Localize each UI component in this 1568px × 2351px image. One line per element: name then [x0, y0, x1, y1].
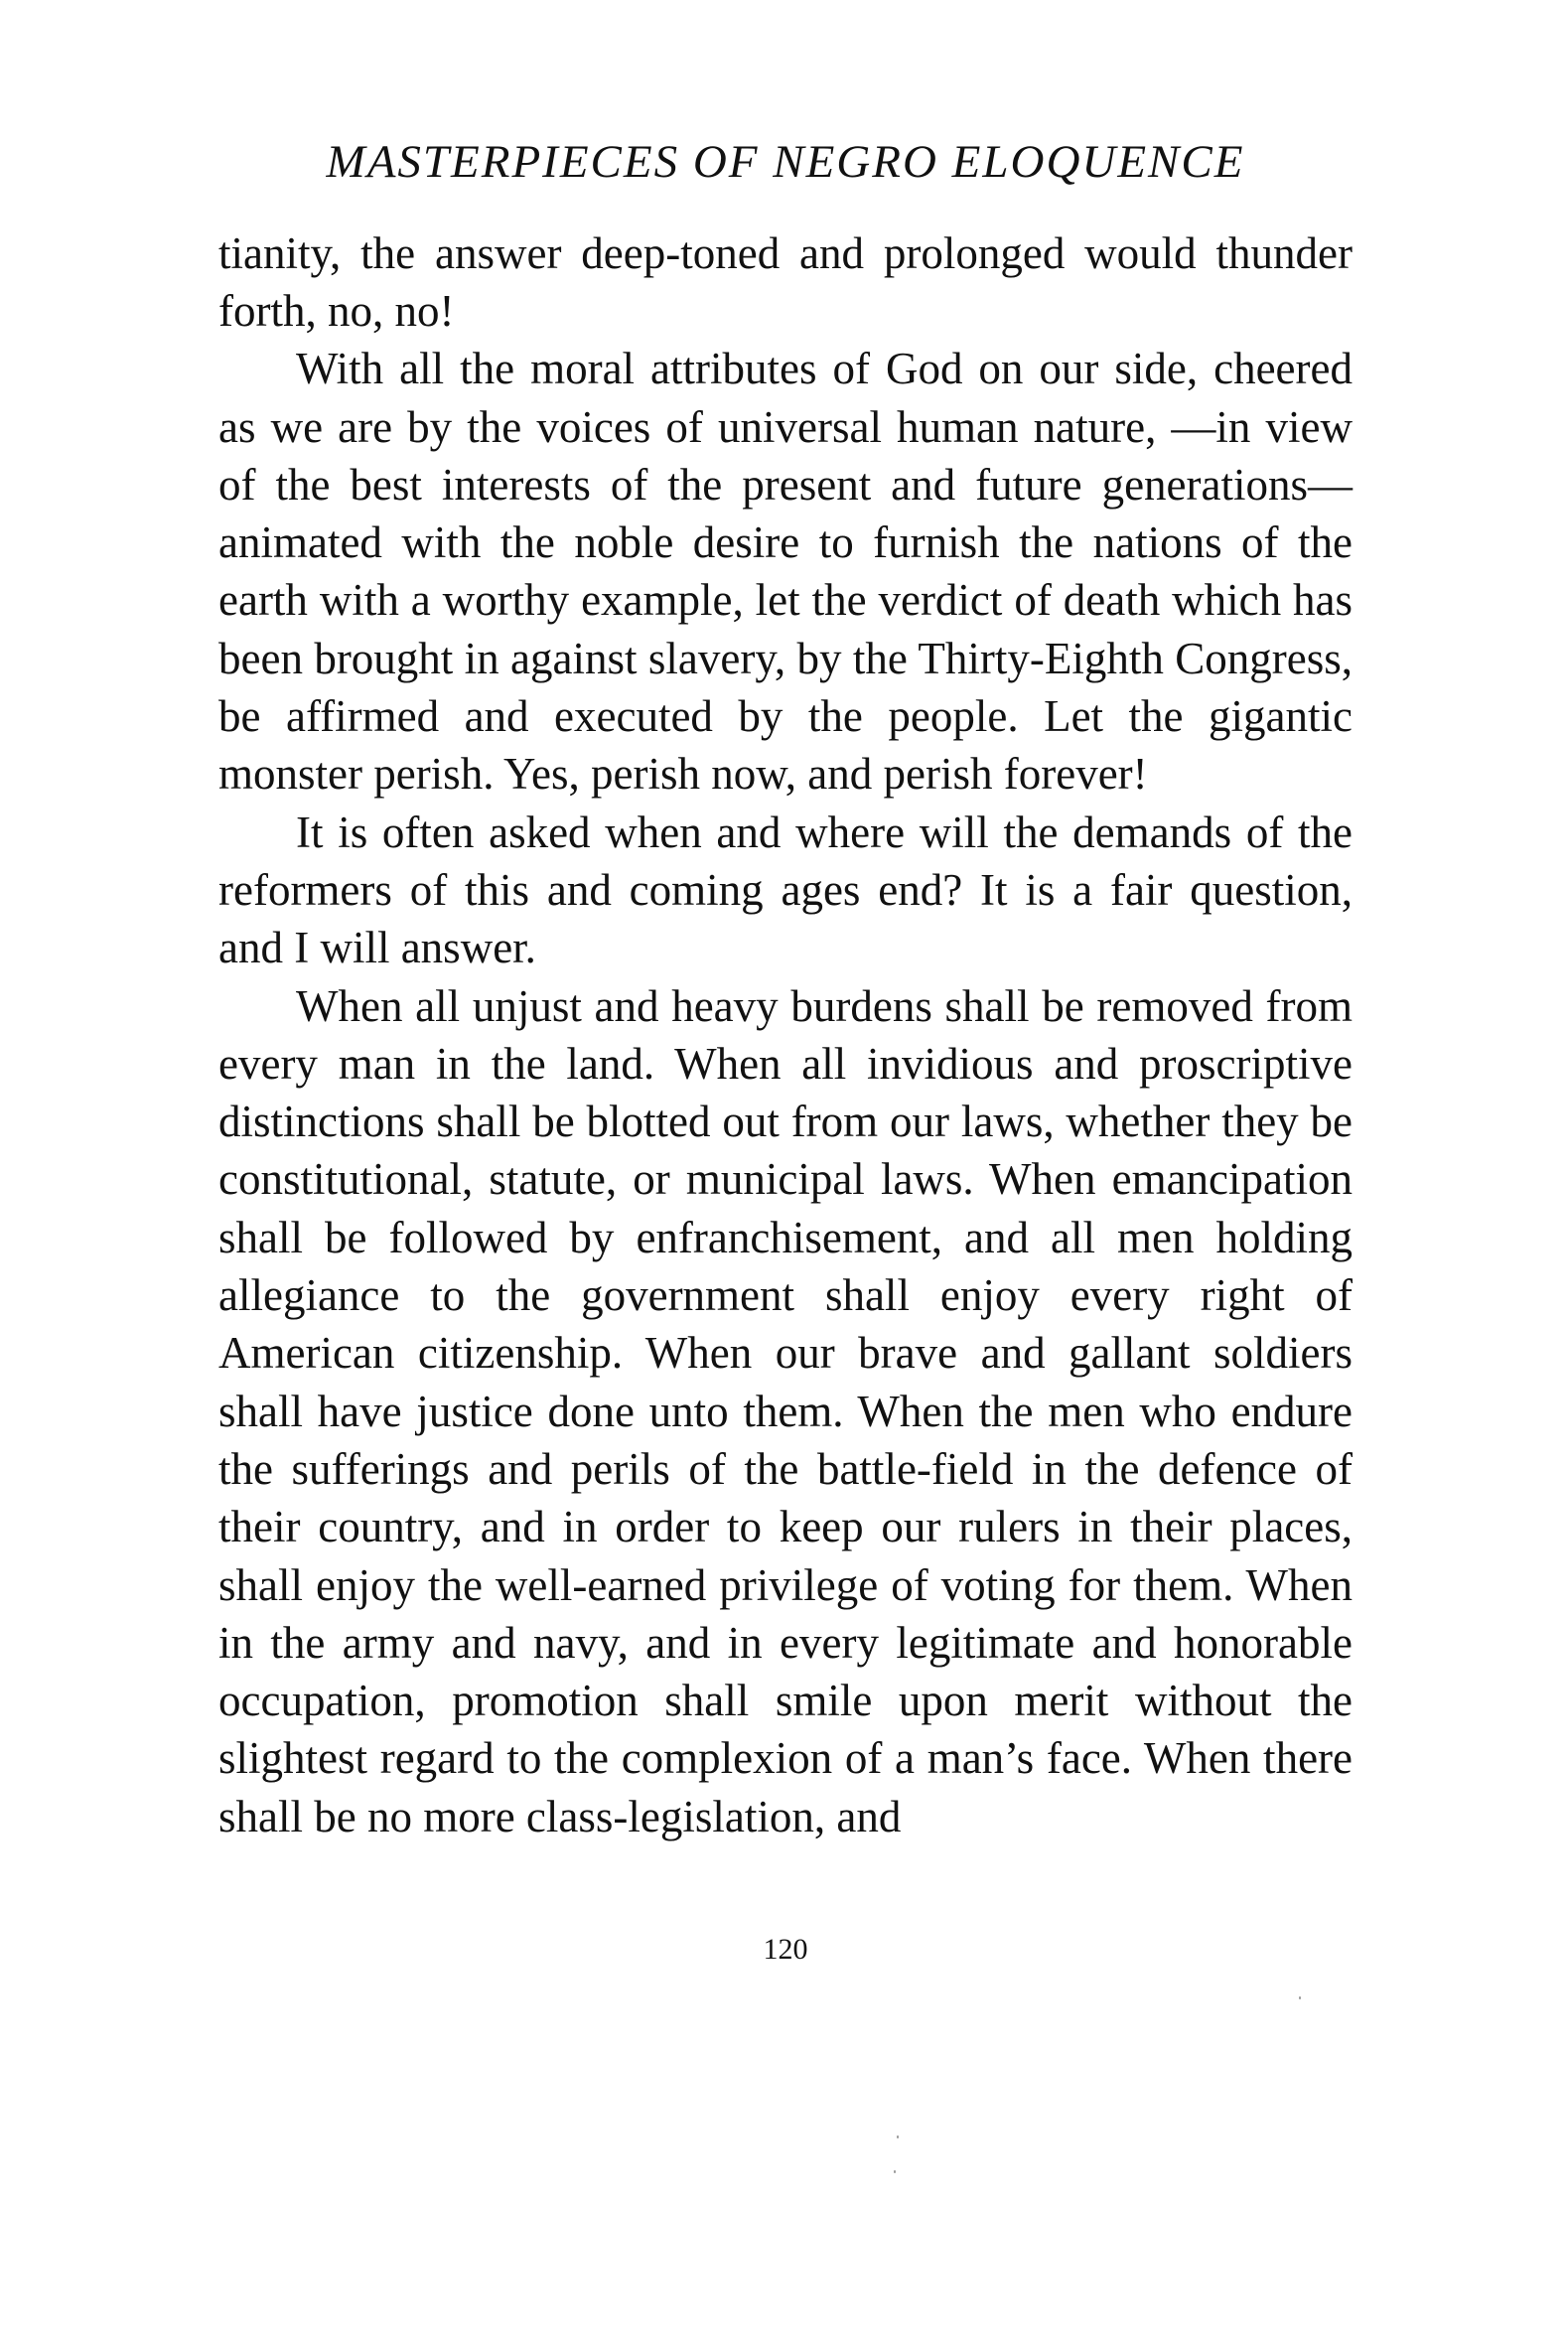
paragraph: When all unjust and heavy burdens shall be removed from every man in the land. When all invidious and proscriptive distinctions shall be blotted out from our laws, whether they be constitutional, statute, or municipal laws. When emancipation shall be followed by enfranchisement, and all men holding allegiance to the government shall enjoy every right of American citizenship. When our brave and gallant soldiers shall have justice done unto them. When the men who endure the sufferings and perils of the battle-field in the defence of their country, and in order to keep our rulers in their places, shall enjoy the well-earned privilege of voting for them. When in the army and navy, and in every legitimate and honorable occupation, promotion shall smile upon merit without the slightest regard to the complexion of a man’s face. When there shall be no more class-legislation, and [218, 980, 1353, 1841]
running-head: MASTERPIECES OF NEGRO ELOQUENCE [326, 136, 1245, 188]
paragraph: tianity, the answer deep-toned and prolonged would thunder forth, no, no! [218, 227, 1353, 336]
paper-speck [1299, 1996, 1301, 1999]
paper-speck [894, 2170, 896, 2173]
paragraph: With all the moral attributes of God on our side, cheered as we are by the voices of universal human nature, —in view of the best interests of the present and future generations—animated with the noble desire to furnish the nations of the earth with a worthy example, let the verdict of death which has been brought in against slavery, by the Thirty-Eighth Congress, be affirmed and executed by the people. Let the gigantic monster perish. Yes, perish now, and perish forever! [218, 344, 1353, 800]
paragraph: It is often asked when and where will the demands of the reformers of this and coming ages end? It is a fair question, and I will answer. [218, 807, 1353, 973]
body-text [218, 224, 1353, 1845]
book-page [218, 137, 1353, 2084]
page-number: 120 [763, 1933, 808, 1966]
paper-speck [897, 2135, 899, 2138]
